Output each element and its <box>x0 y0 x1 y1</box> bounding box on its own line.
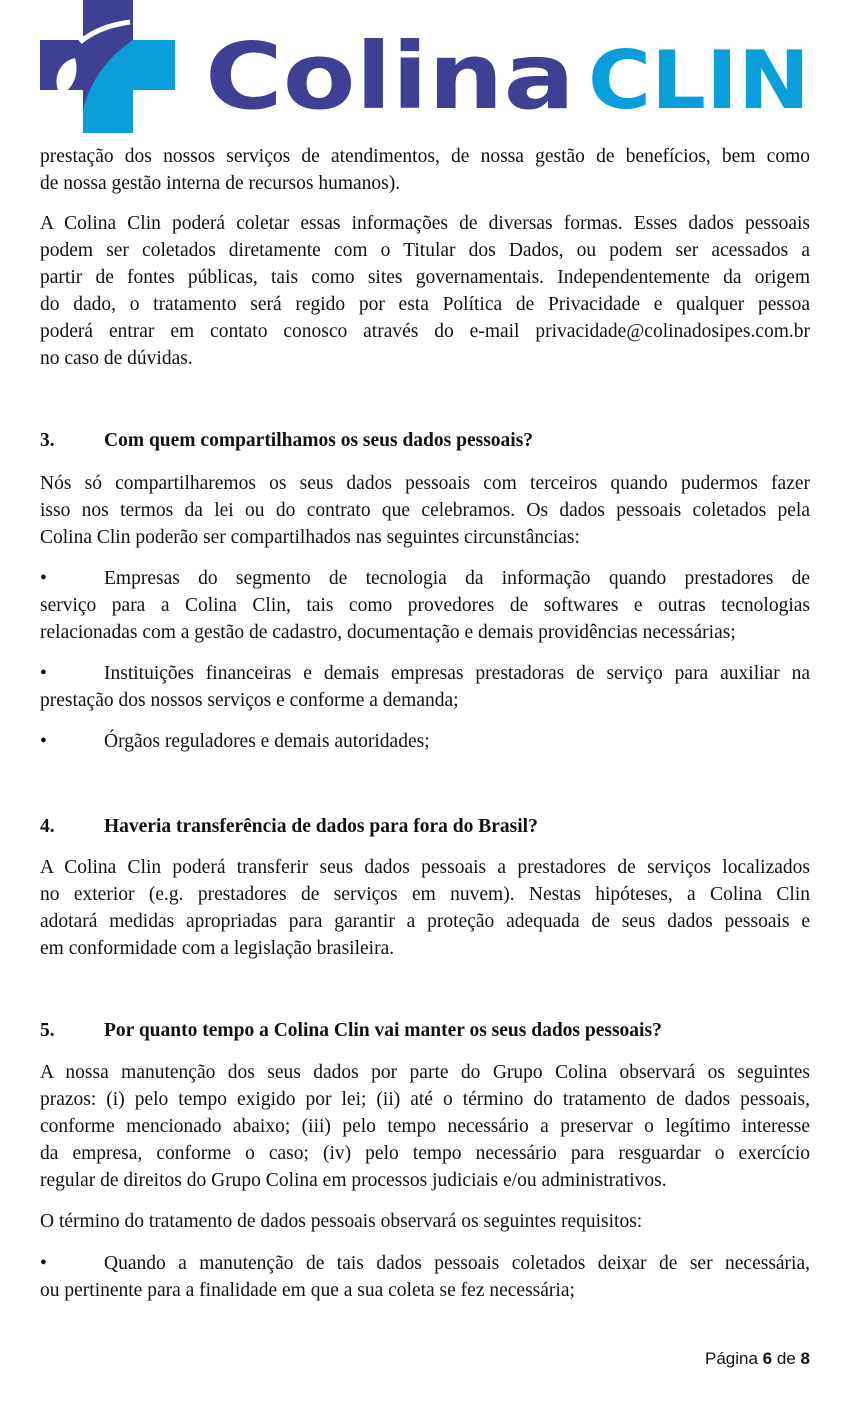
paragraph <box>40 1208 810 1235</box>
text-line: prestação dos nossos serviços de atendimentos, de nossa gestão de benefícios, bem como <box>40 146 810 167</box>
bullet-item <box>40 565 810 646</box>
paragraph <box>40 1059 810 1194</box>
text-line: isso nos termos da lei ou do contrato que celebramos. Os dados pessoais coletados pela <box>40 500 810 521</box>
section-number: 5. <box>40 1020 55 1041</box>
bullet-icon: • <box>40 1253 47 1274</box>
section-heading <box>40 427 533 454</box>
section-number: 4. <box>40 816 55 837</box>
colina-clin-logo <box>0 0 850 140</box>
text-line: ou pertinente para a finalidade em que a sua coleta se fez necessária; <box>40 1280 575 1301</box>
text-line <box>40 1250 810 1277</box>
bullet-item <box>40 728 810 755</box>
section-title: Por quanto tempo a Colina Clin vai manter os seus dados pessoais? <box>104 1020 662 1041</box>
text-line <box>40 565 810 592</box>
text-line: no caso de dúvidas. <box>40 348 193 369</box>
text-line: prazos: (i) pelo tempo exigido por lei; (ii) até o término do tratamento de dados pessoais, <box>40 1089 810 1110</box>
paragraph <box>40 470 810 551</box>
text-line: Colina Clin poderão ser compartilhados nas seguintes circunstâncias: <box>40 527 580 548</box>
section-heading <box>40 813 538 840</box>
page-sep: de <box>776 1349 796 1368</box>
text-line: do dado, o tratamento será regido por esta Política de Privacidade e qualquer pessoa <box>40 294 810 315</box>
text-line: partir de fontes públicas, tais como sites governamentais. Independentemente da origem <box>40 267 810 288</box>
text-line: no exterior (e.g. prestadores de serviços em nuvem). Nestas hipóteses, a Colina Clin <box>40 884 810 905</box>
text-line: de nossa gestão interna de recursos humanos). <box>40 173 401 194</box>
section-title: Haveria transferência de dados para fora do Brasil? <box>104 816 538 837</box>
bullet-text: Órgãos reguladores e demais autoridades; <box>104 731 430 752</box>
page-number <box>705 1349 810 1369</box>
bullet-text: Empresas do segmento de tecnologia da informação quando prestadores de <box>104 568 810 589</box>
text-line: relacionadas com a gestão de cadastro, documentação e demais providências necessárias; <box>40 622 736 643</box>
text-line: em conformidade com a legislação brasileira. <box>40 938 395 959</box>
text-line: podem ser coletados diretamente com o Titular dos Dados, ou podem ser acessados a <box>40 240 810 261</box>
text-line: A Colina Clin poderá transferir seus dados pessoais a prestadores de serviços localizados <box>40 857 810 878</box>
bullet-text: Instituições financeiras e demais empresas prestadoras de serviço para auxiliar na <box>104 663 810 684</box>
text-line: serviço para a Colina Clin, tais como provedores de softwares e outras tecnologias <box>40 595 810 616</box>
text-line <box>40 728 810 755</box>
section-heading <box>40 1017 662 1044</box>
paragraph <box>40 210 810 372</box>
bullet-text: Quando a manutenção de tais dados pessoais coletados deixar de ser necessária, <box>104 1253 810 1274</box>
bullet-item <box>40 660 810 714</box>
text-line: prestação dos nossos serviços e conforme a demanda; <box>40 690 459 711</box>
bullet-icon: • <box>40 731 47 752</box>
section-number: 3. <box>40 430 55 451</box>
logo-cross-icon <box>0 0 850 140</box>
text-line: adotará medidas apropriadas para garantir a proteção adequada de seus dados pessoais e <box>40 911 810 932</box>
paragraph <box>40 143 810 197</box>
bullet-icon: • <box>40 663 47 684</box>
bullet-icon: • <box>40 568 47 589</box>
section-title: Com quem compartilhamos os seus dados pessoais? <box>104 430 534 451</box>
paragraph <box>40 854 810 962</box>
page-label: Página <box>705 1349 758 1368</box>
total-pages: 8 <box>800 1349 810 1368</box>
logo-text-main: Colina <box>205 23 575 130</box>
text-line: O término do tratamento de dados pessoais observará os seguintes requisitos: <box>40 1211 643 1232</box>
current-page: 6 <box>762 1349 773 1368</box>
text-line: conforme mencionado abaixo; (iii) pelo tempo necessário a preservar o legítimo interesse <box>40 1116 810 1137</box>
text-line: A nossa manutenção dos seus dados por parte do Grupo Colina observará os seguintes <box>40 1062 810 1083</box>
logo-text-accent: CLIN <box>588 34 810 127</box>
text-line <box>40 660 810 687</box>
text-line: da empresa, conforme o caso; (iv) pelo tempo necessário para resguardar o exercício <box>40 1143 810 1164</box>
text-line: poderá entrar em contato conosco através do e-mail privacidade@colinadosipes.com.br <box>40 321 810 342</box>
bullet-item <box>40 1250 810 1304</box>
text-line: A Colina Clin poderá coletar essas informações de diversas formas. Esses dados pessoais <box>40 213 810 234</box>
text-line: Nós só compartilharemos os seus dados pessoais com terceiros quando pudermos fazer <box>40 473 810 494</box>
text-line: regular de direitos do Grupo Colina em processos judiciais e/ou administrativos. <box>40 1170 667 1191</box>
